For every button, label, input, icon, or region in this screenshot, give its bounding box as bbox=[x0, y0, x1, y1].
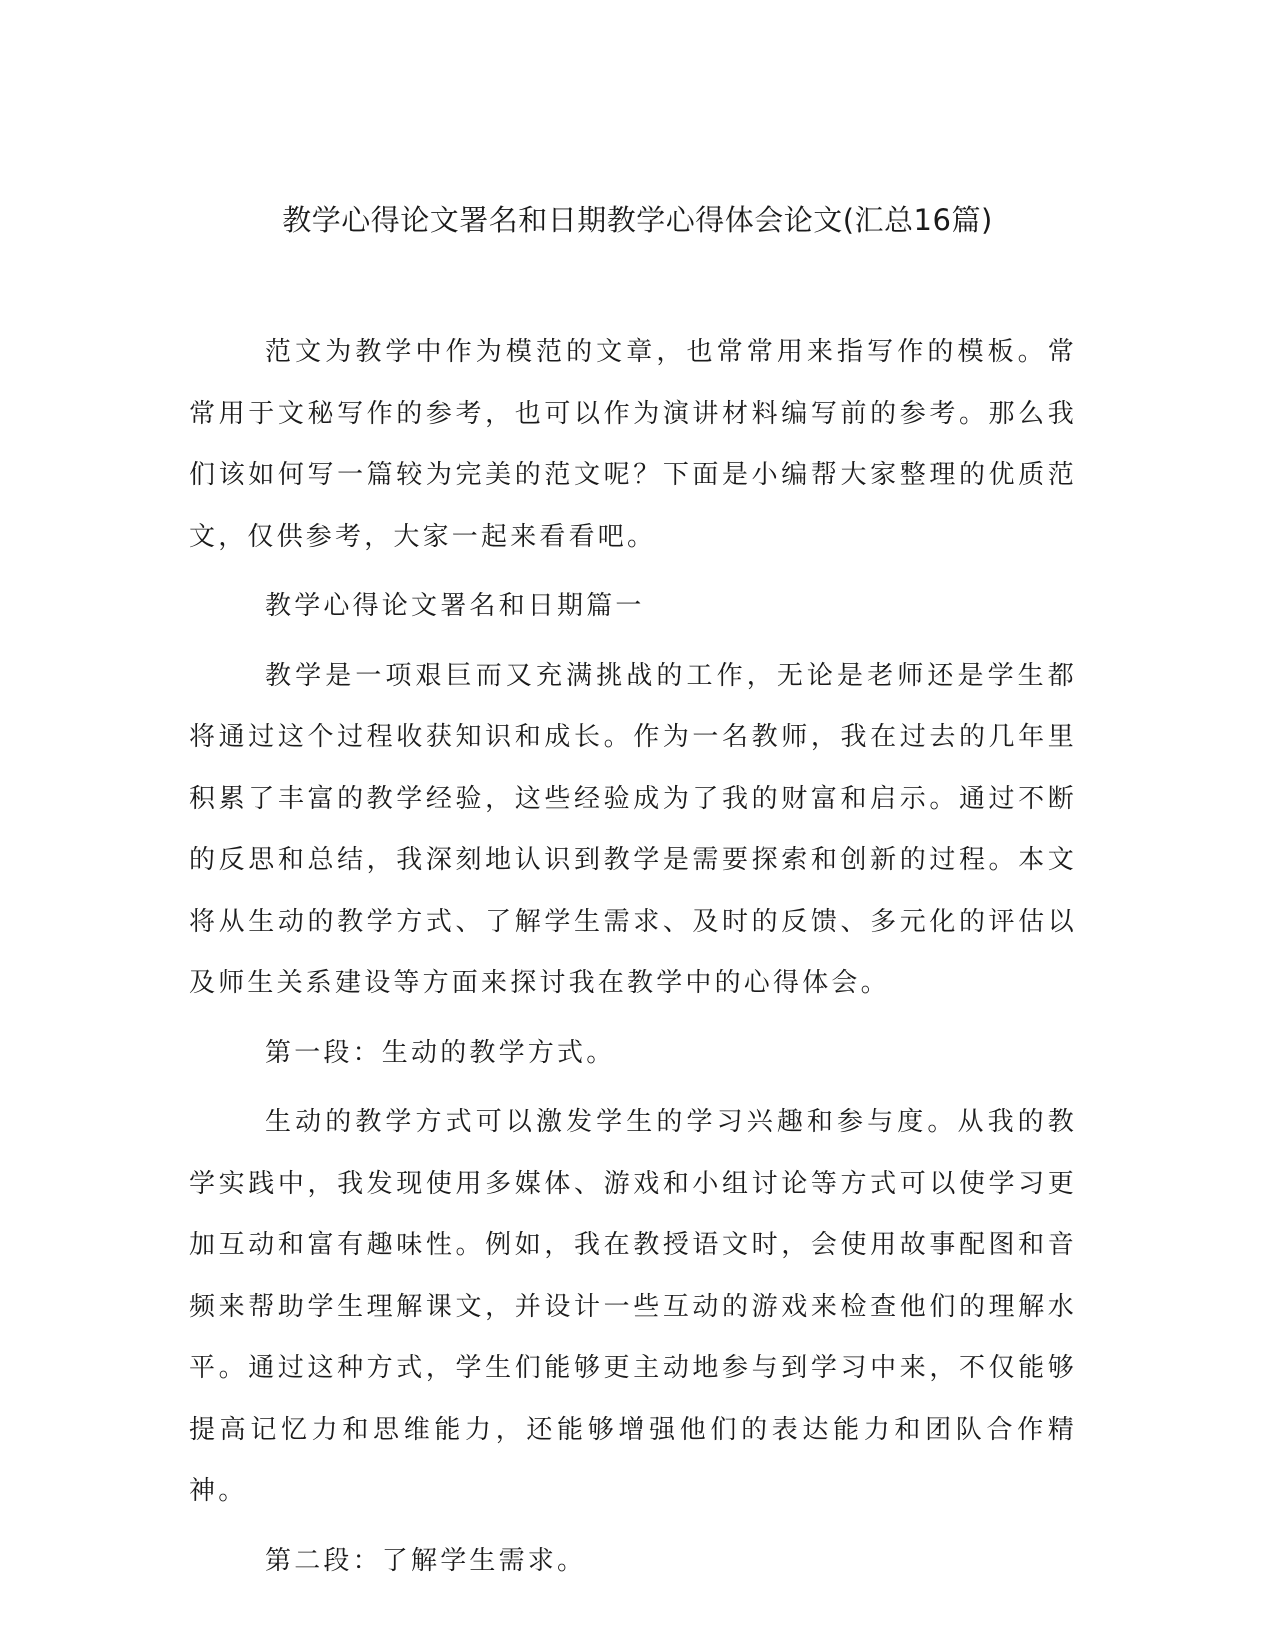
document-body bbox=[189, 322, 1077, 1600]
paragraph-intro: 范文为教学中作为模范的文章，也常常用来指写作的模板。常常用于文秘写作的参考，也可以作为演讲材料编写前的参考。那么我们该如何写一篇较为完美的范文呢？下面是小编帮大家整理的优质范文，仅供参考，大家一起来看看吧。 bbox=[189, 337, 1077, 552]
section-heading-second: 第二段：了解学生需求。 bbox=[265, 1545, 587, 1576]
section-heading-part-one: 教学心得论文署名和日期篇一 bbox=[265, 591, 645, 621]
section-heading-first: 第一段：生动的教学方式。 bbox=[265, 1037, 616, 1068]
paragraph-overview: 教学是一项艰巨而又充满挑战的工作，无论是老师还是学生都将通过这个过程收获知识和成长。作为一名教师，我在过去的几年里积累了丰富的教学经验，这些经验成为了我的财富和启示。通过不断的反思和总结，我深刻地认识到教学是需要探索和创新的过程。本文将从生动的教学方式、了解学生需求、及时的反馈、多元化的评估以及师生关系建设等方面来探讨我在教学中的心得体会。 bbox=[189, 660, 1077, 998]
paragraph-teaching-methods: 生动的教学方式可以激发学生的学习兴趣和参与度。从我的教学实践中，我发现使用多媒体、游戏和小组讨论等方式可以使学习更加互动和富有趣味性。例如，我在教授语文时，会使用故事配图和音频来帮助学生理解课文，并设计一些互动的游戏来检查他们的理解水平。通过这种方式，学生们能够更主动地参与到学习中来，不仅能够提高记忆力和思维能力，还能够增强他们的表达能力和团队合作精神。 bbox=[189, 1107, 1077, 1506]
document-title: 教学心得论文署名和日期教学心得体会论文(汇总16篇) bbox=[282, 203, 993, 237]
